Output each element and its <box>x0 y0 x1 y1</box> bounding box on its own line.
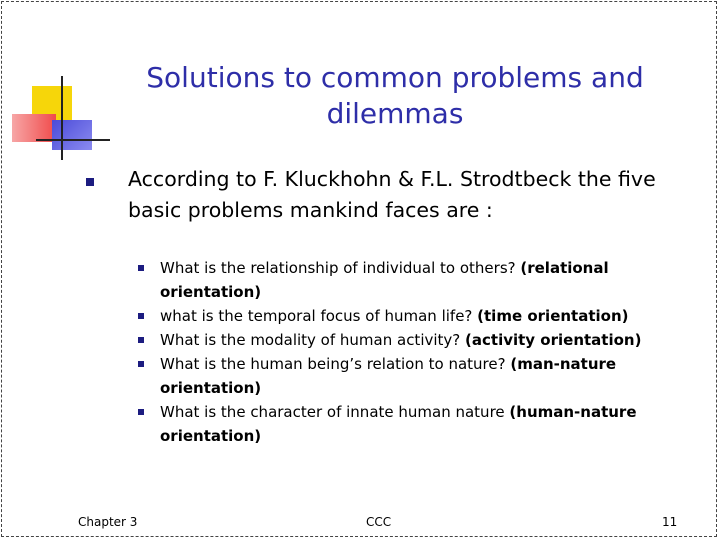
bullet-icon <box>138 265 144 271</box>
bullet-icon <box>138 313 144 319</box>
bullet-icon <box>138 361 144 367</box>
sub-bullet-text: What is the relationship of individual to others? <box>160 259 521 277</box>
bullet-icon <box>138 409 144 415</box>
sub-bullet-list <box>132 256 672 448</box>
sub-bullet-text: What is the human being’s relation to nature? <box>160 355 511 373</box>
logo-horizontal-line <box>36 139 110 141</box>
sub-bullet-text: What is the modality of human activity? <box>160 331 466 349</box>
sub-bullet-text: what is the temporal focus of human life? <box>160 307 478 325</box>
list-item <box>132 256 672 304</box>
sub-bullet-label: (activity orientation) <box>465 331 642 349</box>
logo-vertical-line <box>61 76 63 160</box>
sub-bullet-label: (human-nature orientation) <box>160 403 637 445</box>
bullet-icon <box>138 337 144 343</box>
sub-bullet-label: (relational orientation) <box>160 259 609 301</box>
list-item <box>132 400 672 448</box>
slide-title: Solutions to common problems and dilemmas <box>146 61 644 130</box>
sub-bullet-text: What is the character of innate human nature <box>160 403 510 421</box>
sub-bullet-label: (man-nature orientation) <box>160 355 617 397</box>
list-item <box>132 304 672 328</box>
list-item <box>132 352 672 400</box>
main-bullet-icon <box>86 178 94 186</box>
footer-chapter: Chapter 3 <box>78 515 138 529</box>
decorative-logo <box>0 0 110 170</box>
sub-bullet-label: (time orientation) <box>477 307 629 325</box>
main-bullet-text: According to F. Kluckhohn & F.L. Strodtbeck the five basic problems mankind faces are : <box>128 167 656 222</box>
footer-center: CCC <box>366 515 392 529</box>
list-item <box>132 328 672 352</box>
logo-blue-square <box>52 120 92 150</box>
footer-page-number: 11 <box>662 515 678 529</box>
logo-red-square <box>12 114 56 142</box>
